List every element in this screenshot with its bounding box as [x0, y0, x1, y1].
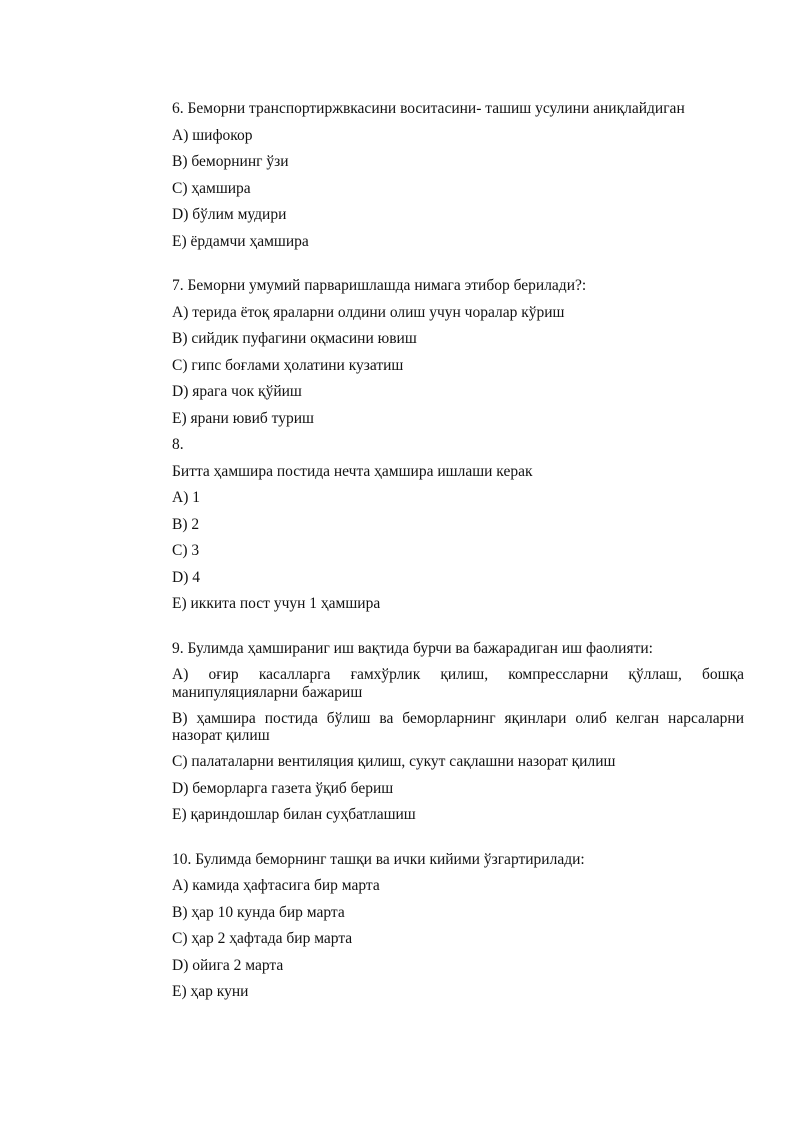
question-8 — [172, 436, 744, 613]
question-9 — [172, 640, 744, 825]
question-8-text: Битта ҳамшира постида нечта ҳамшира ишлаши керак — [172, 462, 533, 480]
spacer — [172, 259, 744, 277]
question-9-option-d: D) беморларга газета ўқиб бериш — [172, 779, 394, 797]
question-8-number: 8. — [172, 436, 184, 453]
question-8-option-b: B) 2 — [172, 515, 200, 533]
question-10-option-b: B) ҳар 10 кунда бир марта — [172, 903, 345, 921]
question-10-option-a: A) камида ҳафтасига бир марта — [172, 877, 380, 894]
question-7-option-c: C) гипс боғлами ҳолатини кузатиш — [172, 356, 404, 374]
question-7-text: 7. Беморни умумий парваришлашда нимага этибор берилади?: — [172, 277, 587, 294]
question-7-option-a: A) терида ётоқ яраларни олдини олиш учун чоралар кўриш — [172, 303, 565, 321]
question-9-option-b: B) ҳамшира постида бўлиш ва беморларнинг яқинлари олиб келган нарсаларни назорат қилиш — [172, 709, 744, 744]
question-10-option-c: C) ҳар 2 ҳафтада бир марта — [172, 930, 353, 947]
question-7-option-d: D) ярага чок қўйиш — [172, 383, 302, 400]
question-9-option-e: E) қариндошлар билан суҳбатлашиш — [172, 806, 416, 823]
question-6-text: 6. Беморни транспортиржвкасини воситасини- ташиш усулини аниқлайдиган — [172, 100, 685, 117]
question-10-option-d: D) ойига 2 марта — [172, 956, 284, 974]
question-8-option-d: D) 4 — [172, 568, 200, 586]
question-9-option-c: C) палаталарни вентиляция қилиш, сукут сақлашни назорат қилиш — [172, 753, 616, 770]
question-6-option-c: C) ҳамшира — [172, 179, 251, 197]
question-8-option-c: C) 3 — [172, 542, 200, 559]
question-7-option-e: E) ярани ювиб туриш — [172, 409, 314, 427]
question-6-option-a: A) шифокор — [172, 126, 253, 144]
question-10-option-e: E) ҳар куни — [172, 983, 249, 1000]
question-7-option-b: B) сийдик пуфагини оқмасини ювиш — [172, 330, 417, 347]
document-page — [172, 100, 744, 1010]
question-10 — [172, 851, 744, 1002]
question-6-option-b: B) беморнинг ўзи — [172, 153, 289, 170]
question-9-text: 9. Булимда ҳамшираниг иш вақтида бурчи ва бажарадиган иш фаолияти: — [172, 639, 653, 657]
question-9-option-a: A) оғир касалларга ғамхўрлик қилиш, компрессларни қўллаш, бошқа манипуляцияларни бажариш — [172, 666, 744, 701]
question-8-option-a: A) 1 — [172, 489, 200, 506]
question-6-option-d: D) бўлим мудири — [172, 206, 287, 223]
spacer — [172, 833, 744, 851]
question-6-option-e: E) ёрдамчи ҳамшира — [172, 232, 309, 250]
spacer — [172, 622, 744, 640]
question-6 — [172, 100, 744, 251]
question-8-option-e: E) иккита пост учун 1 ҳамшира — [172, 595, 381, 612]
question-10-text: 10. Булимда беморнинг ташқи ва ички кийими ўзгартирилади: — [172, 850, 585, 868]
question-7 — [172, 277, 744, 428]
